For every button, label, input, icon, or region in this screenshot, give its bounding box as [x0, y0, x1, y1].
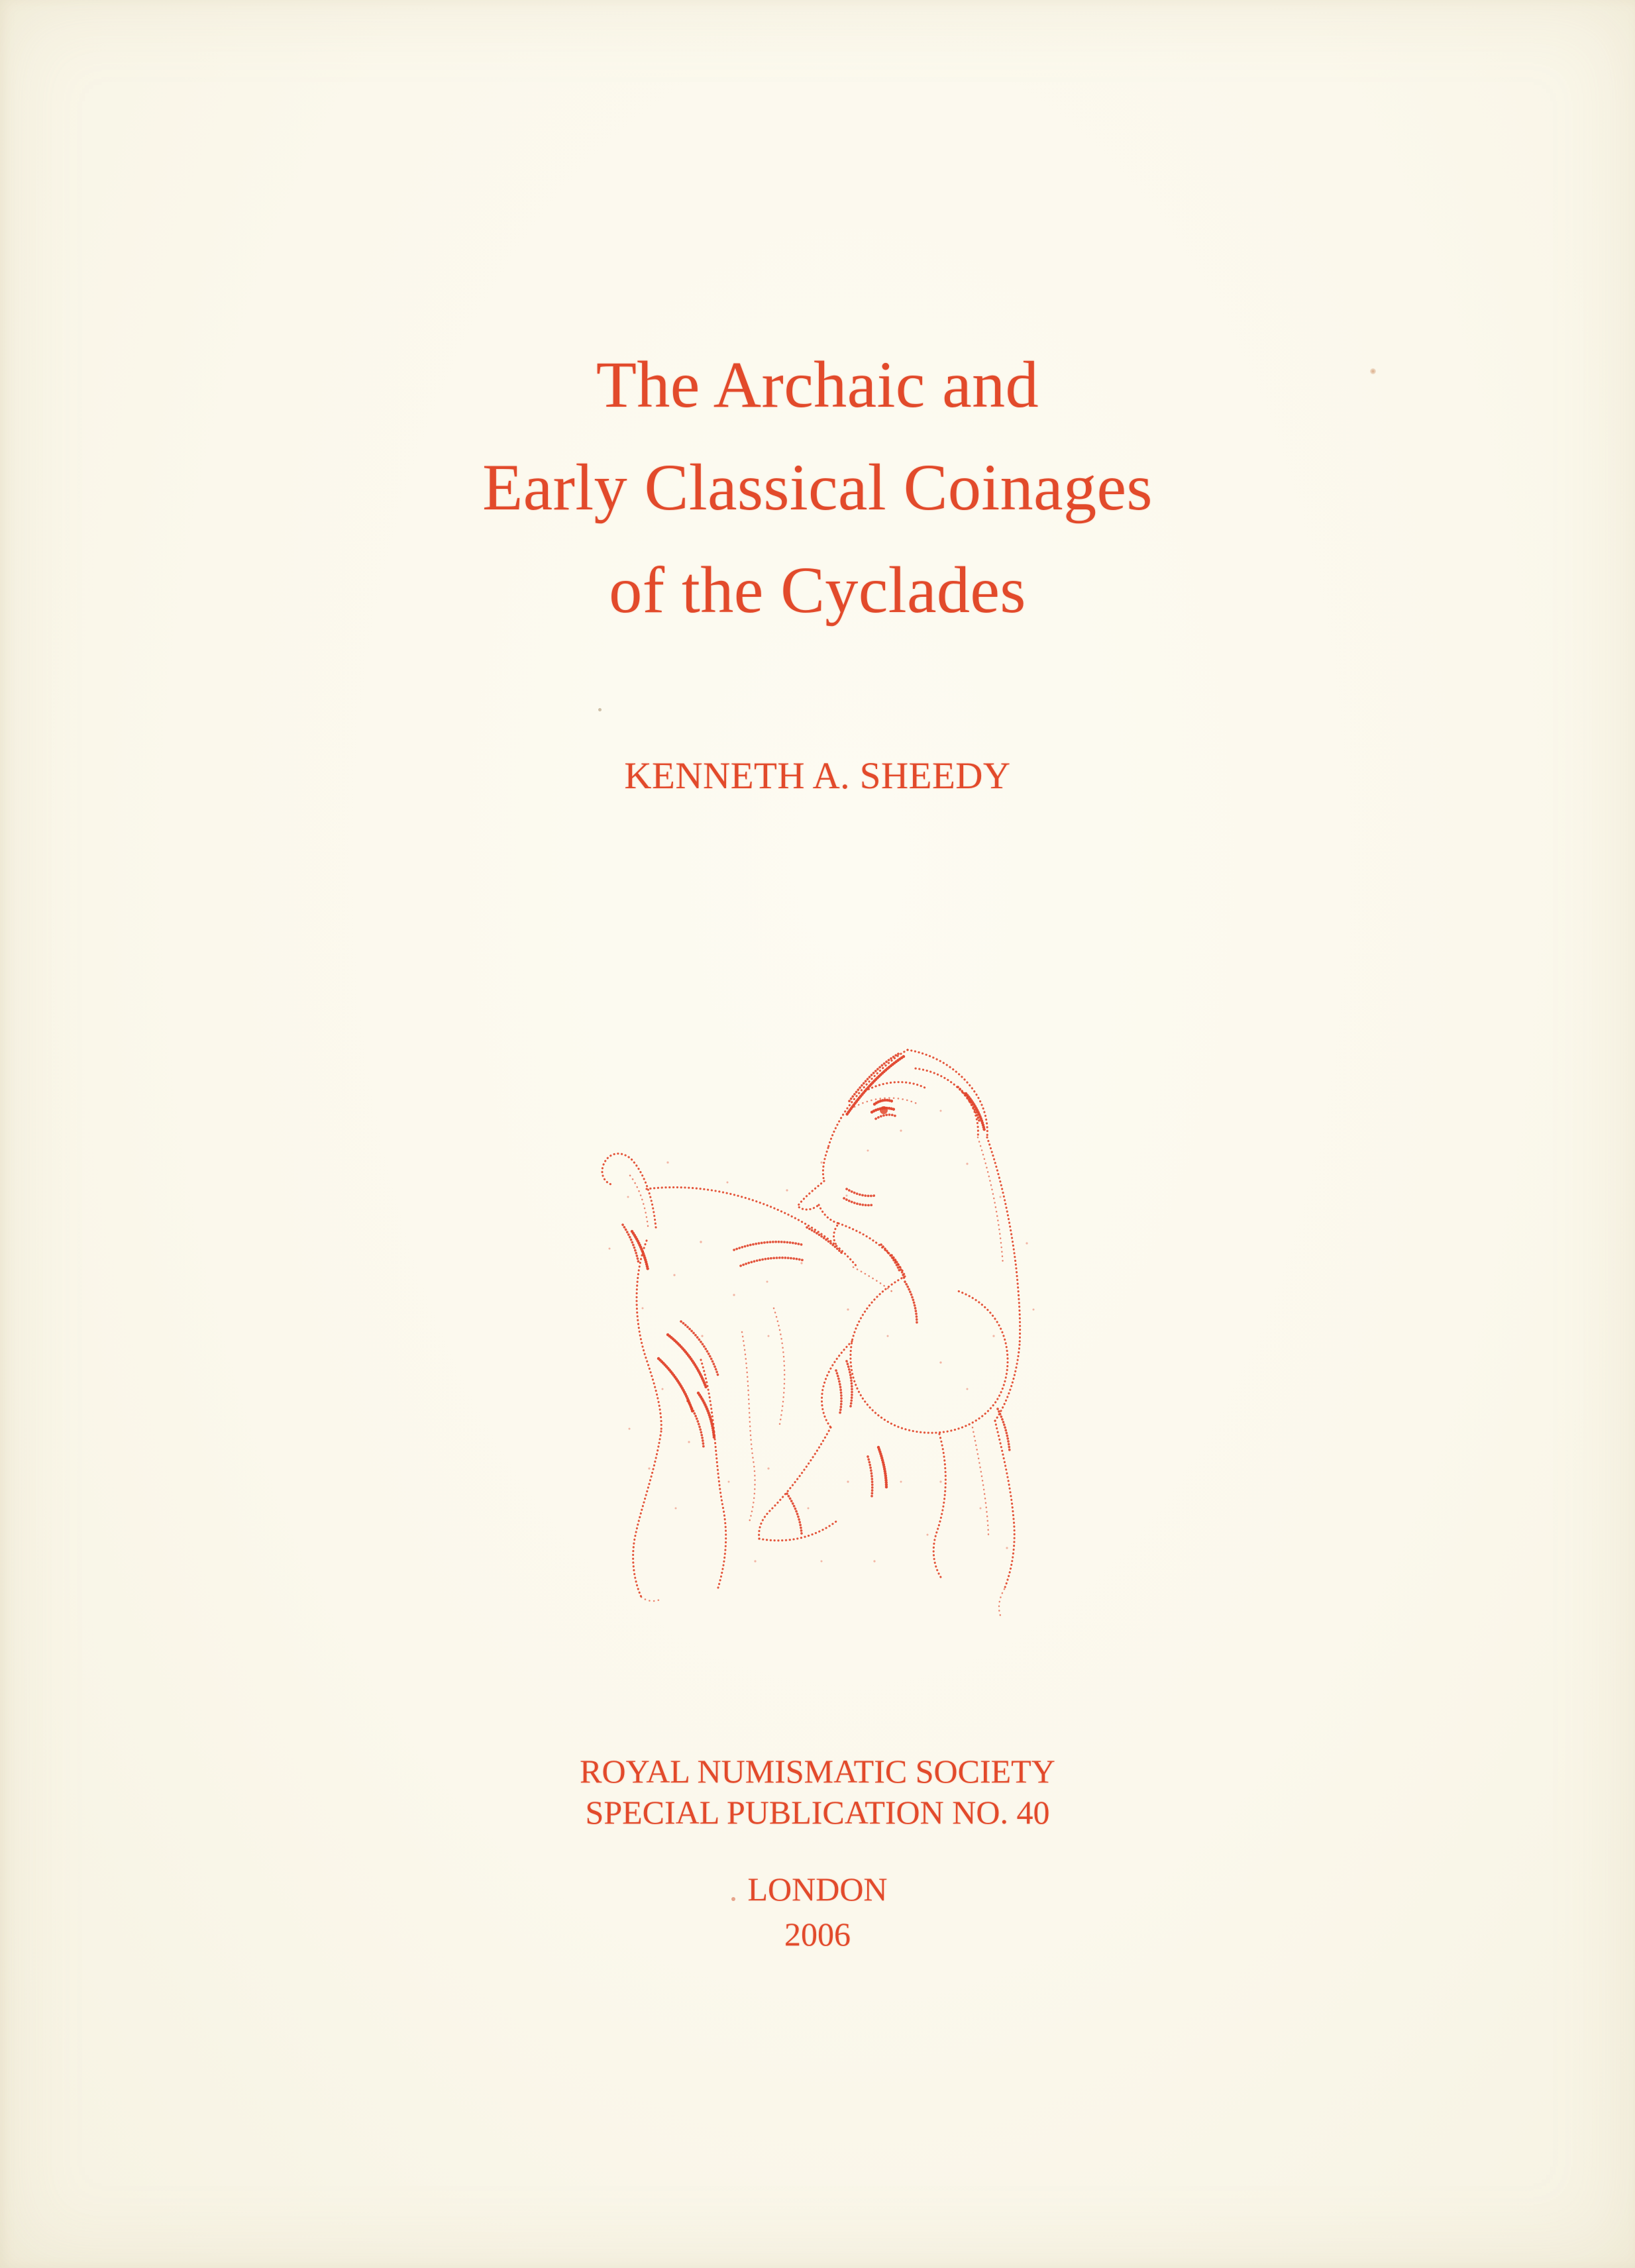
- paper-speck: [731, 1897, 735, 1901]
- goat-stipple-icon: [568, 964, 1072, 1626]
- imprint-year: 2006: [784, 1916, 851, 1953]
- paper-speck: [1370, 368, 1376, 374]
- title-line-2: Early Classical Coinages: [482, 450, 1153, 524]
- paper-speck: [598, 708, 602, 711]
- publisher-society-line: ROYAL NUMISMATIC SOCIETY: [580, 1753, 1055, 1790]
- author-name: KENNETH A. SHEEDY: [624, 755, 1011, 797]
- title-line-3: of the Cyclades: [609, 553, 1026, 627]
- book-title: [0, 333, 1635, 641]
- publisher-publication-line: SPECIAL PUBLICATION NO. 40: [585, 1794, 1050, 1831]
- title-line-1: The Archaic and: [596, 348, 1039, 421]
- goat-illustration: [568, 964, 1072, 1626]
- imprint-city: LONDON: [747, 1871, 888, 1908]
